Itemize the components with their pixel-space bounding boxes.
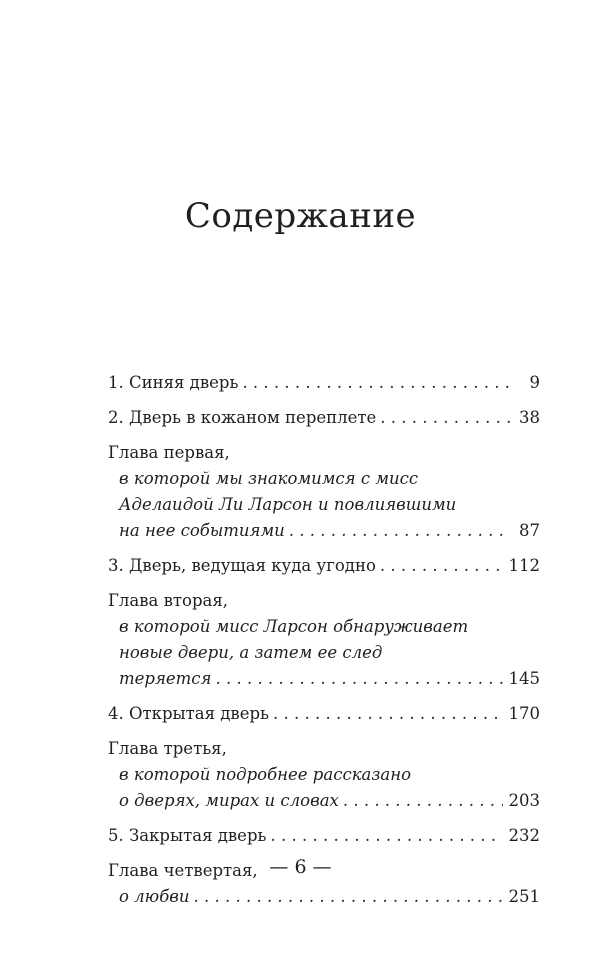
toc-page-number: 232	[508, 826, 540, 845]
toc-entry	[108, 440, 540, 544]
toc-line-text: о любви	[119, 887, 190, 906]
toc-line-text: в которой мисс Ларсон обнаруживает	[119, 617, 469, 636]
toc-page-number: 251	[508, 887, 540, 906]
toc-line-text: теряется	[119, 669, 212, 688]
toc-line-text: новые двери, а затем ее след	[119, 643, 383, 662]
dot-leader	[273, 701, 502, 727]
dot-leader	[289, 518, 510, 544]
dot-leader	[215, 666, 502, 692]
toc-line	[108, 405, 540, 431]
toc-line	[108, 492, 540, 518]
dot-leader	[380, 553, 503, 579]
toc-entry	[108, 823, 540, 849]
dot-leader	[380, 405, 510, 431]
toc-entry	[108, 405, 540, 431]
toc-page-number: 87	[519, 521, 540, 540]
dot-leader	[343, 788, 503, 814]
toc-line	[108, 762, 540, 788]
toc-line-text: Глава третья,	[108, 739, 227, 758]
toc-page-number: 203	[508, 791, 540, 810]
toc-line	[108, 884, 540, 910]
toc-line	[108, 736, 540, 762]
dot-leader	[271, 823, 503, 849]
toc-page-number: 9	[529, 373, 540, 392]
toc-line	[108, 553, 540, 579]
toc-line-text: Глава первая,	[108, 443, 230, 462]
toc-line	[108, 788, 540, 814]
toc-line	[108, 666, 540, 692]
toc-line-text: 3. Дверь, ведущая куда угодно	[108, 556, 376, 575]
toc-entry	[108, 588, 540, 692]
toc-line-text: 2. Дверь в кожаном переплете	[108, 408, 377, 427]
toc-line-text: о дверях, мирах и словах	[119, 791, 339, 810]
toc-line	[108, 466, 540, 492]
toc-line	[108, 823, 540, 849]
dot-leader	[242, 370, 510, 396]
page-number: — 6 —	[269, 856, 332, 878]
toc-line	[108, 588, 540, 614]
toc-line	[108, 440, 540, 466]
toc-line-text: на нее событиями	[119, 521, 285, 540]
page-title: Содержание	[184, 196, 417, 236]
toc-line	[108, 518, 540, 544]
toc-entry	[108, 701, 540, 727]
toc-line	[108, 614, 540, 640]
toc-entry	[108, 736, 540, 814]
toc-entry	[108, 553, 540, 579]
toc-line-text: 1. Синяя дверь	[108, 373, 239, 392]
toc-page-number: 38	[519, 408, 540, 427]
toc-line	[108, 370, 540, 396]
dot-leader	[194, 884, 503, 910]
toc-page-number: 145	[508, 669, 540, 688]
table-of-contents	[108, 370, 540, 919]
toc-line	[108, 701, 540, 727]
toc-line-text: 4. Открытая дверь	[108, 704, 270, 723]
toc-line-text: Глава вторая,	[108, 591, 229, 610]
toc-line-text: в которой мы знакомимся с мисс	[119, 469, 419, 488]
toc-line	[108, 640, 540, 666]
toc-page-number: 170	[508, 704, 540, 723]
toc-line-text: в которой подробнее рассказано	[119, 765, 412, 784]
toc-line-text: 5. Закрытая дверь	[108, 826, 267, 845]
toc-line-text: Аделаидой Ли Ларсон и повлиявшими	[119, 495, 457, 514]
toc-entry	[108, 370, 540, 396]
toc-line-text: Глава четвертая,	[108, 861, 258, 880]
toc-page-number: 112	[508, 556, 540, 575]
